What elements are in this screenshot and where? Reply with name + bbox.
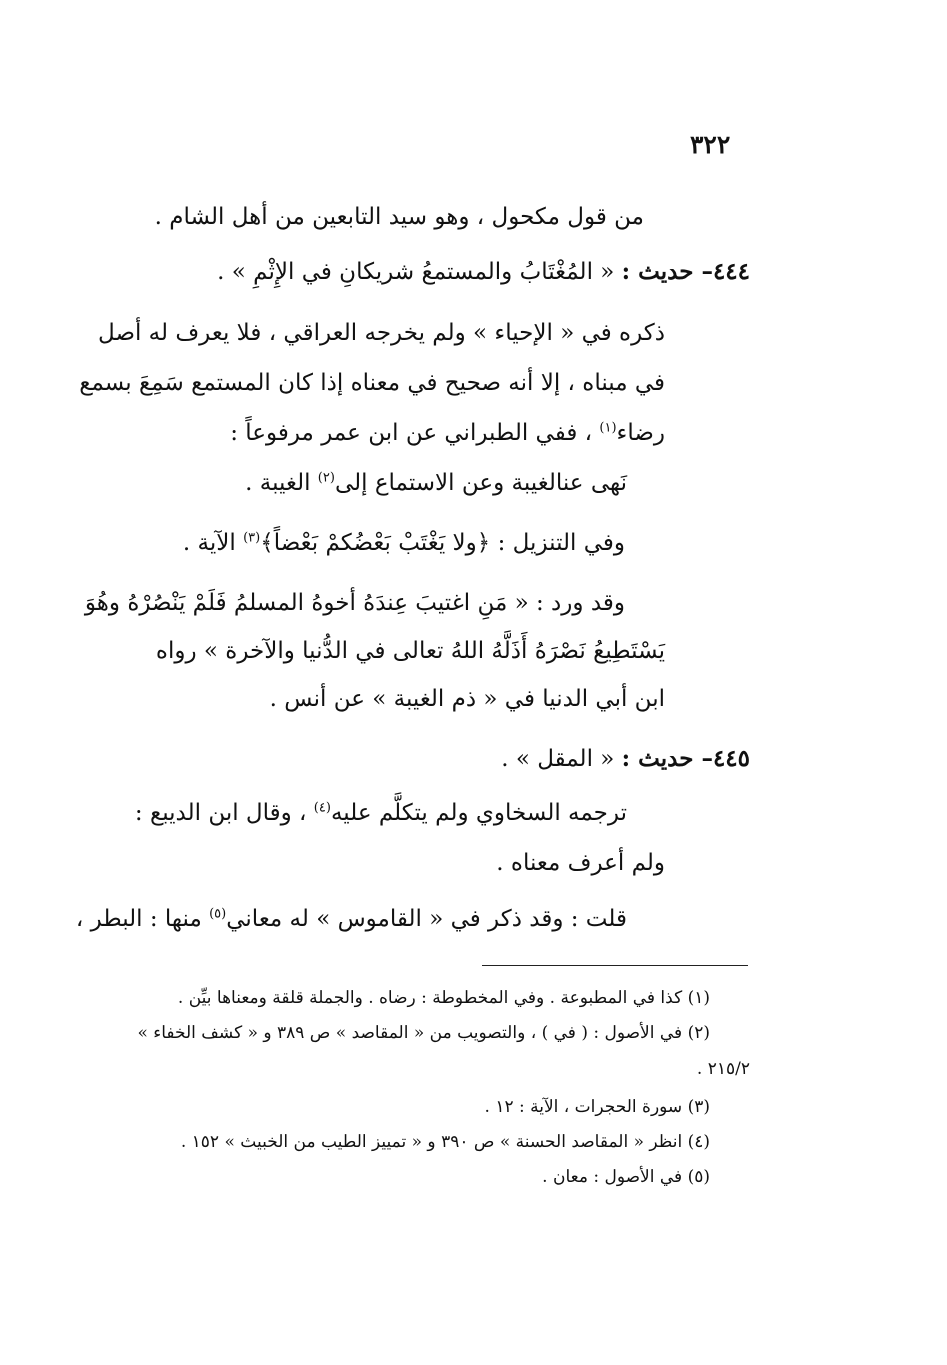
hadith-label: – حديث : [621,258,713,285]
hadith-text: « المقل » . [501,746,615,772]
footnote-ref: (٥) [209,906,227,922]
hadith-heading-445 [501,742,750,776]
text-line: ذكره في « الإحياء » ولم يخرجه العراقي ، فلا يعرف له أصل [98,320,665,346]
hadith-heading-444 [217,255,750,289]
footnote-3: (٣) سورة الحجرات ، الآية : ١٢ . [484,1097,710,1117]
hadith-label: – حديث : [621,745,713,772]
text-line: ابن أبي الدنيا في « ذم الغيبة » عن أنس . [269,686,665,712]
text-line: يَسْتَطِيعُ نَصْرَهُ أَذَلَّهُ اللهُ تعالى في الدُّنيا والآخرة » رواه [155,638,665,664]
text-line: ولم أعرف معناه . [496,850,665,876]
footnote-1: (١) كذا في المطبوعة . وفي المخطوطة : رضاه . والجملة قلقة ومعناها بيِّن . [177,988,710,1008]
page-number: ٣٢٢ [690,130,731,159]
footnote-4: (٤) انظر « المقاصد الحسنة » ص ٣٩٠ و « تمييز الطيب من الخبيث » ١٥٢ . [180,1132,710,1152]
hadith-text: « المُغْتَابُ والمستمعُ شريكانِ في الإِثْمِ » . [217,259,615,285]
footnote-2: (٢) في الأصول : ( في ) ، والتصويب من « المقاصد » ص ٣٨٩ و « كشف الخفاء » [137,1023,710,1043]
text-line: نَهى عنالغيبة وعن الاستماع إلى$^{(٢)}$ الغيبة . [245,470,627,496]
text-line: ترجمه السخاوي ولم يتكلَّم عليه$^{(٤)}$ ، وقال ابن الديبع : [134,800,627,826]
text-line: وقد ورد : « مَنِ اغتيبَ عِندَهُ أخوهُ المسلمُ فَلَمْ يَنْصُرْهُ وهُوَ [84,590,625,616]
text-line: وفي التنزيل : ﴿ولا يَغْتَبْ بَعْضُكمْ بَعْضاً﴾$^{(٣)}$ الآية . [182,530,625,556]
footnote-ref: (١) [599,420,617,436]
hadith-number: ٤٤٤ [712,258,750,285]
footnote-ref: (٢) [317,470,335,486]
footnote-separator [482,965,748,966]
footnote-ref: (٤) [313,800,331,816]
text-line: من قول مكحول ، وهو سيد التابعين من أهل الشام . [154,204,644,230]
footnote-5: (٥) في الأصول : معان . [542,1167,710,1187]
footnote-2-continued: ٢١٥/٢ . [696,1059,750,1079]
footnote-ref: (٣) [243,530,261,546]
text-line: في مبناه ، إلا أنه صحيح في معناه إذا كان المستمع سَمِعَ بسمع [79,370,665,396]
hadith-number: ٤٤٥ [712,745,750,772]
text-line: رضاء$^{(١)}$ ، ففي الطبراني عن ابن عمر مرفوعاً : [230,420,665,446]
text-line: قلت : وقد ذكر في « القاموس » له معاني$^{(٥)}$ منها : البطر ، [75,906,627,932]
